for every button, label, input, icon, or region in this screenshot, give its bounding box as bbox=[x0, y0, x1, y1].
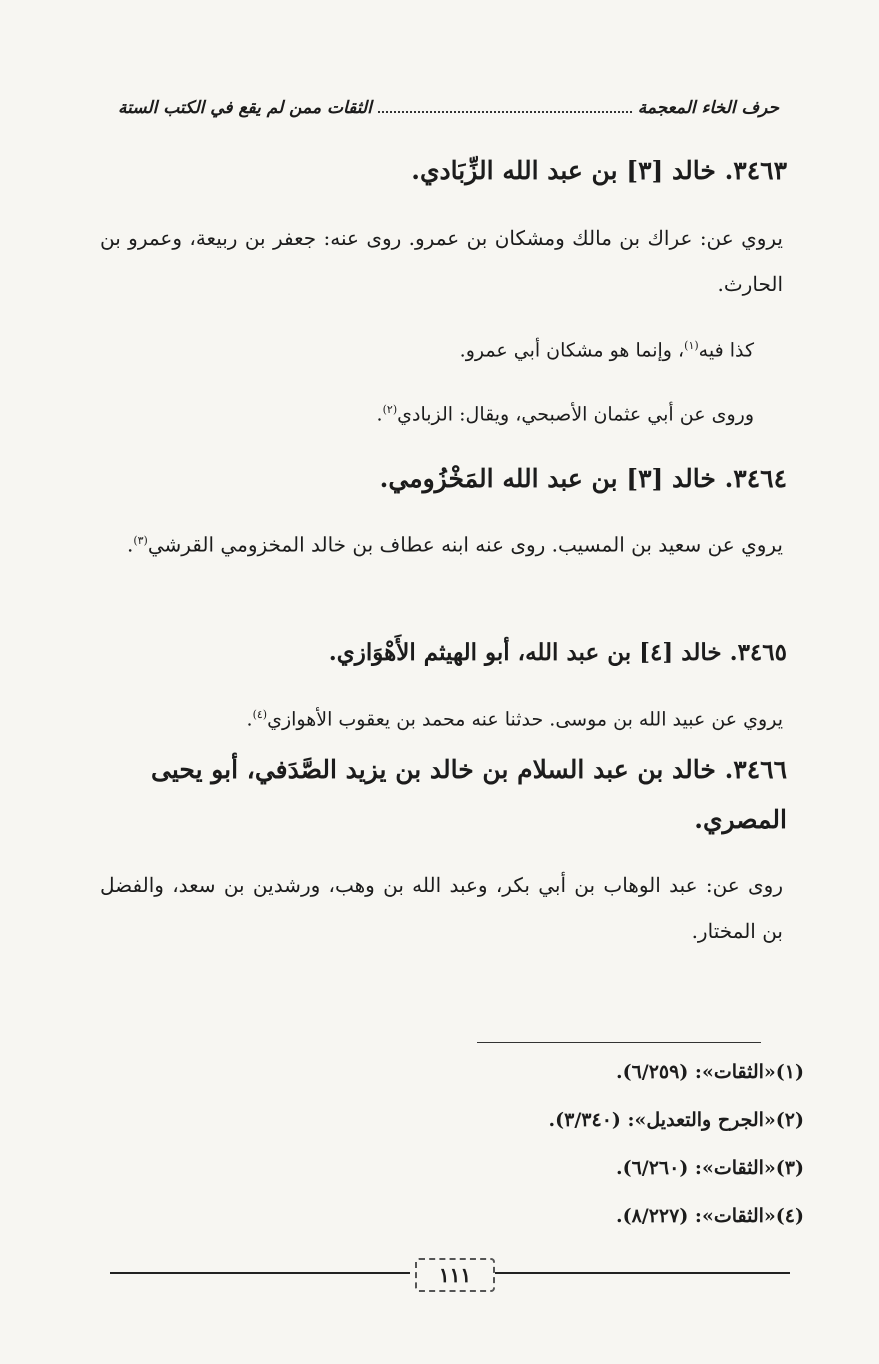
entry-3464 bbox=[100, 456, 787, 502]
page-number: ١١١ bbox=[415, 1258, 495, 1292]
footnote-ref: (١) bbox=[684, 339, 699, 352]
entry-3463 bbox=[100, 148, 787, 194]
entry-3465-body bbox=[100, 692, 783, 742]
footnote-ref: (٣) bbox=[133, 534, 148, 547]
entry-body: روى عن: عبد الوهاب بن أبي بكر، وعبد الله بن وهب، ورشدين بن سعد، والفضل بن المختار. bbox=[100, 873, 783, 943]
entry-3466 bbox=[108, 745, 787, 845]
footnote-3: (٣)«الثقات»: (٦/٢٦٠). bbox=[615, 1157, 804, 1179]
entry-title: ٣٤٦٤. خالد [٣] بن عبد الله المَخْزُومي. bbox=[379, 464, 787, 493]
page-footer bbox=[110, 1258, 790, 1298]
entry-title: ٣٤٦٥. خالد [٤] بن عبد الله، أبو الهيثم الأَهْوَازي. bbox=[328, 639, 787, 666]
entry-body: يروي عن: عراك بن مالك ومشكان بن عمرو. روى عنه: جعفر بن ربيعة، وعمرو بن الحارث. bbox=[100, 226, 783, 296]
footnote-ref: (٢) bbox=[382, 403, 398, 416]
note-2: وروى عن أبي عثمان الأصبحي، ويقال: الزبادي$^{(٢)}$. bbox=[376, 403, 754, 426]
entry-3465 bbox=[100, 630, 787, 676]
entry-title: ٣٤٦٣. خالد [٣] بن عبد الله الزِّبَادي. bbox=[411, 156, 787, 185]
entry-body: يروي عن عبيد الله بن موسى. حدثنا عنه محمد بن يعقوب الأهوازي$^{(٤)}$. bbox=[246, 708, 783, 731]
footer-rule-left bbox=[110, 1272, 410, 1274]
footnote-ref: (٤) bbox=[252, 708, 268, 721]
entry-3466-body bbox=[100, 862, 783, 954]
footnote-1: (١)«الثقات»: (٦/٢٥٩). bbox=[615, 1061, 804, 1083]
entry-3464-body bbox=[100, 518, 783, 568]
leader-dots bbox=[378, 111, 632, 113]
note-1: كذا فيه$^{(١)}$، وإنما هو مشكان أبي عمرو. bbox=[459, 339, 754, 362]
entry-3463-body bbox=[100, 215, 783, 307]
footnote-separator bbox=[477, 1042, 761, 1043]
entry-title: ٣٤٦٦. خالد بن عبد السلام بن خالد بن يزيد الصَّدَفي، أبو يحيى المصري. bbox=[151, 755, 787, 834]
footer-rule-right bbox=[495, 1272, 790, 1274]
footnote-2: (٢)«الجرح والتعديل»: (٣/٣٤٠). bbox=[548, 1109, 804, 1131]
chapter-title: حرف الخاء المعجمة bbox=[637, 98, 779, 118]
footnote-4: (٤)«الثقات»: (٨/٢٢٧). bbox=[615, 1205, 804, 1227]
running-header bbox=[118, 98, 779, 118]
book-title: الثقات ممن لم يقع في الكتب الستة bbox=[118, 98, 372, 118]
entry-body: يروي عن سعيد بن المسيب. روى عنه ابنه عطاف بن خالد المخزومي القرشي$^{(٣)}$. bbox=[126, 532, 783, 557]
